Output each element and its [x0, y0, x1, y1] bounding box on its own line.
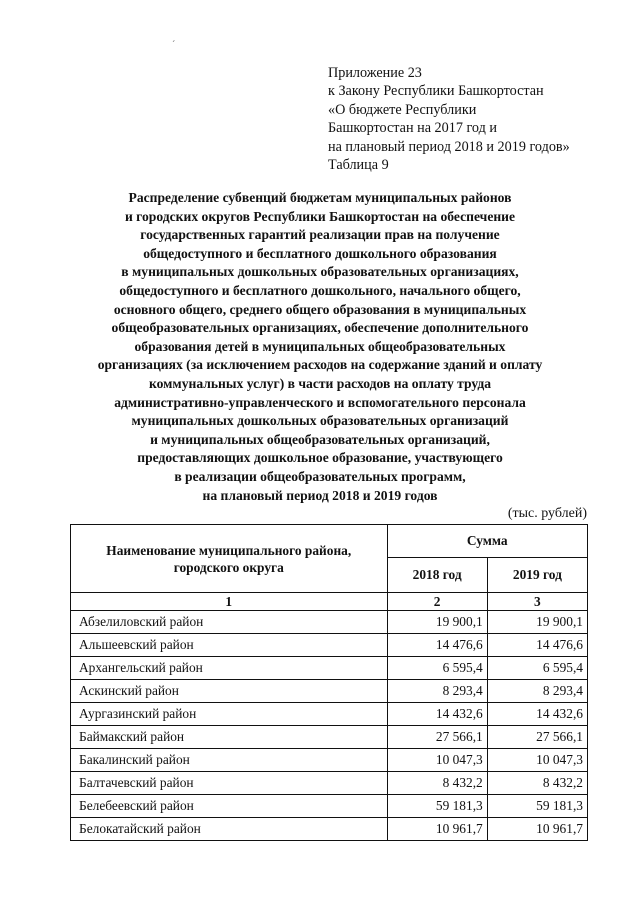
value-2019-cell: 8 293,4	[487, 680, 587, 703]
title-line: на плановый период 2018 и 2019 годов	[202, 487, 438, 503]
title-line: в реализации общеобразовательных программ,	[174, 468, 466, 484]
scan-speck: ´	[172, 40, 176, 51]
table-row	[71, 634, 588, 657]
value-2019-cell: 6 595,4	[487, 657, 587, 680]
value-2018-cell: 27 566,1	[387, 726, 487, 749]
value-2019-cell: 14 432,6	[487, 703, 587, 726]
title-line: и муниципальных общеобразовательных организаций,	[150, 431, 490, 447]
table-row	[71, 772, 588, 795]
header-sum: Сумма	[387, 525, 587, 558]
district-name-cell: Белокатайский район	[71, 818, 388, 841]
title-line: муниципальных дошкольных образовательных организаций	[131, 413, 509, 429]
title-line: основного общего, среднего общего образования в муниципальных	[113, 301, 527, 317]
title-line: общедоступного и бесплатного дошкольного, начального общего,	[119, 282, 521, 298]
table-row	[71, 703, 588, 726]
title-line: организациях (за исключением расходов на содержание зданий и оплату	[97, 357, 543, 373]
appendix-line: Приложение 23	[328, 65, 422, 81]
column-number: 1	[71, 593, 388, 611]
title-line: государственных гарантий реализации прав на получение	[140, 227, 500, 243]
value-2019-cell: 10 961,7	[487, 818, 587, 841]
value-2019-cell: 19 900,1	[487, 611, 587, 634]
table-row	[71, 749, 588, 772]
value-2018-cell: 59 181,3	[387, 795, 487, 818]
value-2019-cell: 59 181,3	[487, 795, 587, 818]
title-line: и городских округов Республики Башкортостан на обеспечение	[124, 208, 516, 224]
district-name-cell: Баймакский район	[71, 726, 388, 749]
units-label: (тыс. рублей)	[507, 506, 587, 521]
title-line: в муниципальных дошкольных образовательных организациях,	[121, 264, 519, 280]
value-2018-cell: 14 432,6	[387, 703, 487, 726]
value-2018-cell: 14 476,6	[387, 634, 487, 657]
column-number: 3	[487, 593, 587, 611]
table-row	[71, 611, 588, 634]
district-name-cell: Аургазинский район	[71, 703, 388, 726]
value-2019-cell: 8 432,2	[487, 772, 587, 795]
value-2018-cell: 6 595,4	[387, 657, 487, 680]
district-name-cell: Балтачевский район	[71, 772, 388, 795]
table-row	[71, 680, 588, 703]
district-name-cell: Бакалинский район	[71, 749, 388, 772]
value-2018-cell: 10 961,7	[387, 818, 487, 841]
table-row	[71, 657, 588, 680]
title-line: Распределение субвенций бюджетам муниципальных районов	[128, 190, 512, 205]
title-line: предоставляющих дошкольное образование, участвующего	[137, 450, 503, 466]
document-title	[60, 189, 580, 505]
header-year-2018: 2018 год	[387, 558, 487, 593]
appendix-line: «О бюджете Республики	[328, 101, 477, 118]
value-2018-cell: 8 432,2	[387, 772, 487, 795]
district-name-cell: Альшеевский район	[71, 634, 388, 657]
header-year-2019: 2019 год	[487, 558, 587, 593]
header-name-line: городского округа	[173, 559, 284, 575]
value-2019-cell: 14 476,6	[487, 634, 587, 657]
district-name-cell: Белебеевский район	[71, 795, 388, 818]
column-number: 2	[387, 593, 487, 611]
title-line: административно-управленческого и вспомогательного персонала	[114, 394, 526, 410]
title-line: общедоступного и бесплатного дошкольного образования	[143, 245, 497, 261]
table-row	[71, 818, 588, 841]
value-2018-cell: 10 047,3	[387, 749, 487, 772]
appendix-line: Башкортостан на 2017 год и	[328, 120, 497, 137]
value-2018-cell: 8 293,4	[387, 680, 487, 703]
subsidy-table	[70, 524, 588, 841]
value-2019-cell: 27 566,1	[487, 726, 587, 749]
header-name-line: Наименование муниципального района,	[106, 542, 352, 558]
column-number-row	[71, 593, 588, 611]
table-row	[71, 795, 588, 818]
appendix-line: к Закону Республики Башкортостан	[328, 83, 544, 100]
appendix-line: Таблица 9	[328, 157, 389, 174]
appendix-line: на плановый период 2018 и 2019 годов»	[328, 138, 570, 155]
title-line: общеобразовательных организациях, обеспечение дополнительного	[111, 320, 529, 336]
appendix-block	[328, 64, 570, 174]
table-row	[71, 726, 588, 749]
value-2019-cell: 10 047,3	[487, 749, 587, 772]
district-name-cell: Абзелиловский район	[71, 611, 388, 634]
district-name-cell: Архангельский район	[71, 657, 388, 680]
header-name	[71, 525, 388, 593]
district-name-cell: Аскинский район	[71, 680, 388, 703]
title-line: коммунальных услуг) в части расходов на оплату труда	[148, 375, 492, 391]
value-2018-cell: 19 900,1	[387, 611, 487, 634]
title-line: образования детей в муниципальных общеобразовательных	[134, 338, 506, 354]
